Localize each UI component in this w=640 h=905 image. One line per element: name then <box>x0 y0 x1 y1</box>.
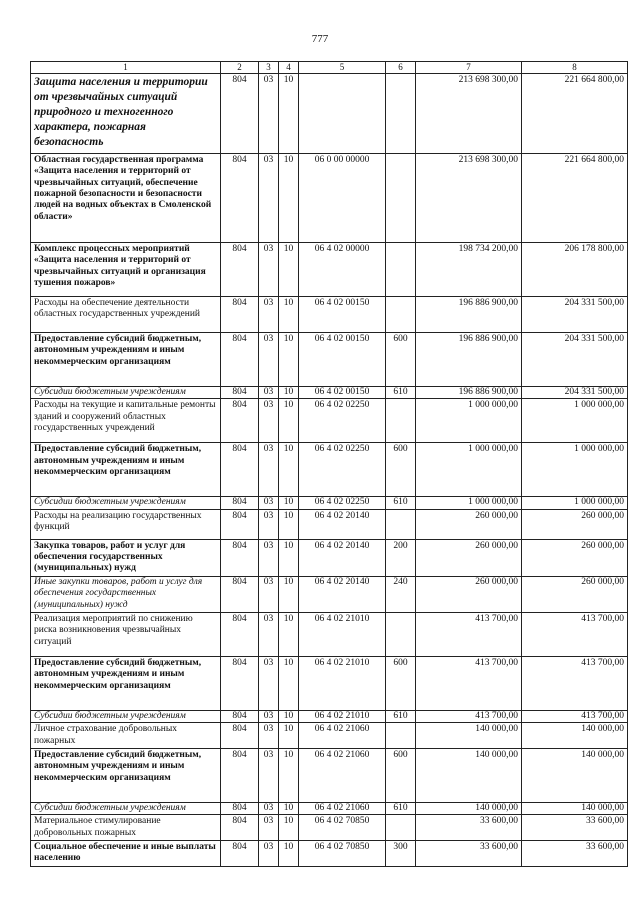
row-expense-type: 600 <box>386 332 416 386</box>
table-row <box>31 73 628 153</box>
row-amount-year2: 413 700,00 <box>522 612 628 656</box>
row-amount-year2: 33 600,00 <box>522 841 628 867</box>
column-header: 5 <box>299 62 386 74</box>
row-expense-type: 600 <box>386 748 416 802</box>
row-section: 03 <box>259 802 279 814</box>
row-subsection: 10 <box>279 841 299 867</box>
row-amount-year1: 196 886 900,00 <box>416 332 522 386</box>
column-header: 8 <box>522 62 628 74</box>
column-header: 7 <box>416 62 522 74</box>
row-amount-year1: 413 700,00 <box>416 656 522 710</box>
row-amount-year2: 221 664 800,00 <box>522 153 628 242</box>
row-amount-year2: 221 664 800,00 <box>522 73 628 153</box>
row-amount-year1: 413 700,00 <box>416 710 522 722</box>
row-name: Закупка товаров, работ и услуг для обеспечения государственных (муниципальных) нужд <box>31 539 221 576</box>
table-row <box>31 612 628 656</box>
row-name: Реализация мероприятий по снижению риска возникновения чрезвычайных ситуаций <box>31 612 221 656</box>
row-subsection: 10 <box>279 153 299 242</box>
row-subsection: 10 <box>279 242 299 296</box>
row-target-code: 06 4 02 21060 <box>299 802 386 814</box>
row-amount-year2: 260 000,00 <box>522 539 628 576</box>
row-name: Субсидии бюджетным учреждениям <box>31 710 221 722</box>
row-section: 03 <box>259 242 279 296</box>
row-admin-code: 804 <box>221 497 259 509</box>
row-admin-code: 804 <box>221 153 259 242</box>
row-target-code: 06 4 02 00150 <box>299 296 386 332</box>
row-admin-code: 804 <box>221 723 259 749</box>
row-section: 03 <box>259 576 279 612</box>
row-target-code: 06 4 02 21010 <box>299 656 386 710</box>
row-target-code: 06 0 00 00000 <box>299 153 386 242</box>
row-name: Иные закупки товаров, работ и услуг для обеспечения государственных (муниципальных) нужд <box>31 576 221 612</box>
row-expense-type: 600 <box>386 443 416 497</box>
row-admin-code: 804 <box>221 802 259 814</box>
row-amount-year2: 1 000 000,00 <box>522 443 628 497</box>
row-amount-year1: 260 000,00 <box>416 509 522 539</box>
table-row <box>31 399 628 443</box>
row-name: Субсидии бюджетным учреждениям <box>31 802 221 814</box>
table-row <box>31 815 628 841</box>
row-subsection: 10 <box>279 656 299 710</box>
row-amount-year2: 413 700,00 <box>522 710 628 722</box>
row-amount-year1: 140 000,00 <box>416 802 522 814</box>
row-name: Субсидии бюджетным учреждениям <box>31 497 221 509</box>
column-header: 4 <box>279 62 299 74</box>
row-name: Материальное стимулирование добровольных пожарных <box>31 815 221 841</box>
table-body <box>31 73 628 866</box>
row-expense-type: 610 <box>386 802 416 814</box>
row-section: 03 <box>259 332 279 386</box>
row-section: 03 <box>259 153 279 242</box>
row-target-code: 06 4 02 21010 <box>299 710 386 722</box>
row-expense-type <box>386 242 416 296</box>
row-expense-type: 610 <box>386 386 416 398</box>
table-row <box>31 386 628 398</box>
row-amount-year1: 196 886 900,00 <box>416 296 522 332</box>
row-subsection: 10 <box>279 539 299 576</box>
row-admin-code: 804 <box>221 656 259 710</box>
row-amount-year1: 140 000,00 <box>416 723 522 749</box>
row-target-code: 06 4 02 00000 <box>299 242 386 296</box>
row-section: 03 <box>259 296 279 332</box>
budget-table <box>30 61 628 867</box>
row-admin-code: 804 <box>221 576 259 612</box>
row-amount-year1: 413 700,00 <box>416 612 522 656</box>
row-target-code: 06 4 02 00150 <box>299 332 386 386</box>
row-name: Расходы на текущие и капитальные ремонты зданий и сооружений областных государственных учреждений <box>31 399 221 443</box>
row-subsection: 10 <box>279 73 299 153</box>
row-target-code: 06 4 02 02250 <box>299 399 386 443</box>
row-amount-year1: 198 734 200,00 <box>416 242 522 296</box>
row-amount-year2: 1 000 000,00 <box>522 399 628 443</box>
row-section: 03 <box>259 73 279 153</box>
row-amount-year1: 1 000 000,00 <box>416 443 522 497</box>
row-name: Социальное обеспечение и иные выплаты населению <box>31 841 221 867</box>
row-name: Предоставление субсидий бюджетным, автономным учреждениям и иным некоммерческим организациям <box>31 656 221 710</box>
row-amount-year2: 206 178 800,00 <box>522 242 628 296</box>
column-header: 3 <box>259 62 279 74</box>
row-expense-type: 610 <box>386 710 416 722</box>
row-subsection: 10 <box>279 802 299 814</box>
row-expense-type <box>386 73 416 153</box>
row-amount-year2: 204 331 500,00 <box>522 332 628 386</box>
row-section: 03 <box>259 815 279 841</box>
row-expense-type: 200 <box>386 539 416 576</box>
row-section: 03 <box>259 386 279 398</box>
table-row <box>31 332 628 386</box>
row-name: Комплекс процессных мероприятий «Защита населения и территорий от чрезвычайных ситуаций и организация тушения пожаров» <box>31 242 221 296</box>
row-amount-year1: 140 000,00 <box>416 748 522 802</box>
table-row <box>31 296 628 332</box>
column-header: 1 <box>31 62 221 74</box>
table-row <box>31 723 628 749</box>
row-subsection: 10 <box>279 399 299 443</box>
row-expense-type: 610 <box>386 497 416 509</box>
row-name: Предоставление субсидий бюджетным, автономным учреждениям и иным некоммерческим организациям <box>31 748 221 802</box>
row-admin-code: 804 <box>221 841 259 867</box>
row-amount-year1: 33 600,00 <box>416 815 522 841</box>
row-section: 03 <box>259 656 279 710</box>
table-row <box>31 656 628 710</box>
row-expense-type <box>386 612 416 656</box>
row-admin-code: 804 <box>221 748 259 802</box>
row-target-code: 06 4 02 02250 <box>299 443 386 497</box>
row-expense-type: 600 <box>386 656 416 710</box>
row-admin-code: 804 <box>221 386 259 398</box>
row-subsection: 10 <box>279 576 299 612</box>
row-amount-year2: 140 000,00 <box>522 802 628 814</box>
row-expense-type <box>386 815 416 841</box>
row-admin-code: 804 <box>221 815 259 841</box>
row-admin-code: 804 <box>221 539 259 576</box>
row-section: 03 <box>259 723 279 749</box>
row-target-code: 06 4 02 21060 <box>299 748 386 802</box>
row-amount-year2: 413 700,00 <box>522 656 628 710</box>
row-subsection: 10 <box>279 296 299 332</box>
row-expense-type <box>386 723 416 749</box>
table-row <box>31 802 628 814</box>
row-name: Предоставление субсидий бюджетным, автономным учреждениям и иным некоммерческим организациям <box>31 443 221 497</box>
row-section: 03 <box>259 497 279 509</box>
row-amount-year1: 196 886 900,00 <box>416 386 522 398</box>
row-amount-year1: 213 698 300,00 <box>416 73 522 153</box>
row-admin-code: 804 <box>221 443 259 497</box>
row-section: 03 <box>259 748 279 802</box>
table-row <box>31 576 628 612</box>
row-target-code: 06 4 02 20140 <box>299 509 386 539</box>
row-section: 03 <box>259 399 279 443</box>
row-admin-code: 804 <box>221 399 259 443</box>
table-row <box>31 539 628 576</box>
row-expense-type <box>386 399 416 443</box>
table-row <box>31 497 628 509</box>
row-subsection: 10 <box>279 612 299 656</box>
row-expense-type: 240 <box>386 576 416 612</box>
row-name: Расходы на реализацию государственных функций <box>31 509 221 539</box>
row-amount-year1: 1 000 000,00 <box>416 497 522 509</box>
row-amount-year2: 33 600,00 <box>522 815 628 841</box>
row-target-code: 06 4 02 02250 <box>299 497 386 509</box>
column-header: 2 <box>221 62 259 74</box>
row-admin-code: 804 <box>221 332 259 386</box>
row-admin-code: 804 <box>221 509 259 539</box>
row-amount-year2: 140 000,00 <box>522 748 628 802</box>
row-admin-code: 804 <box>221 296 259 332</box>
page-number: 777 <box>311 33 329 45</box>
table-row <box>31 242 628 296</box>
row-subsection: 10 <box>279 710 299 722</box>
row-target-code: 06 4 02 70850 <box>299 815 386 841</box>
row-subsection: 10 <box>279 497 299 509</box>
row-subsection: 10 <box>279 386 299 398</box>
row-amount-year2: 1 000 000,00 <box>522 497 628 509</box>
row-expense-type <box>386 509 416 539</box>
row-target-code: 06 4 02 20140 <box>299 576 386 612</box>
row-subsection: 10 <box>279 332 299 386</box>
row-amount-year1: 260 000,00 <box>416 576 522 612</box>
row-name: Защита населения и территории от чрезвычайных ситуаций природного и техногенного характера, пожарная безопасность <box>31 73 221 153</box>
row-expense-type <box>386 296 416 332</box>
row-section: 03 <box>259 612 279 656</box>
table-row <box>31 509 628 539</box>
row-target-code <box>299 73 386 153</box>
row-admin-code: 804 <box>221 612 259 656</box>
column-header-row <box>31 62 628 74</box>
row-amount-year2: 140 000,00 <box>522 723 628 749</box>
row-subsection: 10 <box>279 443 299 497</box>
row-name: Субсидии бюджетным учреждениям <box>31 386 221 398</box>
row-subsection: 10 <box>279 748 299 802</box>
row-target-code: 06 4 02 70850 <box>299 841 386 867</box>
row-admin-code: 804 <box>221 242 259 296</box>
row-name: Предоставление субсидий бюджетным, автономным учреждениям и иным некоммерческим организациям <box>31 332 221 386</box>
row-section: 03 <box>259 443 279 497</box>
row-target-code: 06 4 02 21060 <box>299 723 386 749</box>
row-subsection: 10 <box>279 509 299 539</box>
table-row <box>31 710 628 722</box>
row-expense-type <box>386 153 416 242</box>
row-target-code: 06 4 02 00150 <box>299 386 386 398</box>
table-row <box>31 748 628 802</box>
row-name: Расходы на обеспечение деятельности областных государственных учреждений <box>31 296 221 332</box>
row-name: Областная государственная программа «Защита населения и территорий от чрезвычайных ситуаций, обеспечение пожарной безопасности и безопасности людей на водных объектах в Смоленской области» <box>31 153 221 242</box>
table-row <box>31 443 628 497</box>
row-subsection: 10 <box>279 723 299 749</box>
row-admin-code: 804 <box>221 73 259 153</box>
row-amount-year1: 1 000 000,00 <box>416 399 522 443</box>
table-row <box>31 841 628 867</box>
row-amount-year2: 260 000,00 <box>522 576 628 612</box>
row-section: 03 <box>259 710 279 722</box>
row-target-code: 06 4 02 20140 <box>299 539 386 576</box>
row-amount-year2: 260 000,00 <box>522 509 628 539</box>
row-amount-year2: 204 331 500,00 <box>522 296 628 332</box>
row-section: 03 <box>259 509 279 539</box>
row-subsection: 10 <box>279 815 299 841</box>
row-amount-year1: 213 698 300,00 <box>416 153 522 242</box>
table-row <box>31 153 628 242</box>
row-section: 03 <box>259 841 279 867</box>
row-expense-type: 300 <box>386 841 416 867</box>
row-section: 03 <box>259 539 279 576</box>
row-amount-year1: 33 600,00 <box>416 841 522 867</box>
row-target-code: 06 4 02 21010 <box>299 612 386 656</box>
row-amount-year1: 260 000,00 <box>416 539 522 576</box>
row-admin-code: 804 <box>221 710 259 722</box>
row-amount-year2: 204 331 500,00 <box>522 386 628 398</box>
row-name: Личное страхование добровольных пожарных <box>31 723 221 749</box>
column-header: 6 <box>386 62 416 74</box>
